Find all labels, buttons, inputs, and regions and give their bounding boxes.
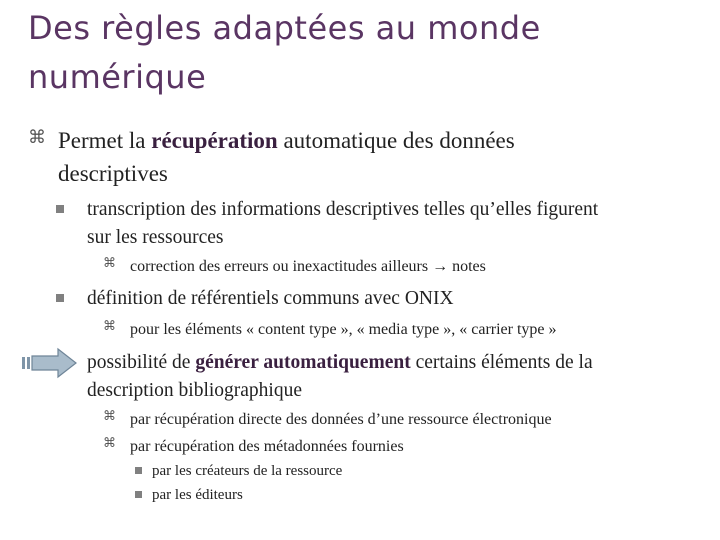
sub-bullet-generation-emphasis: générer automatiquement [195,352,411,373]
sub-bullet-transcription-line-2: sur les ressources [87,227,224,248]
bullet-1-continuation: descriptives [58,161,168,186]
sub-bullet-definition: définition de référentiels communs avec ONIX [87,288,454,309]
command-key-icon: ⌘ [103,256,116,271]
slide-title-line-2: numérique [28,58,207,96]
level-4-item-creators: par les créateurs de la ressource [152,463,343,479]
bullet-1-emphasis: récupération [151,128,278,153]
square-bullet-icon [56,294,64,302]
square-bullet-icon [135,467,142,474]
arrow-right-icon [22,347,78,379]
sub-bullet-generation-pre: possibilité de [87,352,196,373]
command-key-icon: ⌘ [103,319,116,334]
bullet-1-text-post: automatique des données [277,128,515,153]
command-key-icon: ⌘ [103,436,116,451]
command-key-icon: ⌘ [28,127,46,148]
bullet-1-text-pre: Permet la [58,128,152,153]
sub-bullet-transcription-line-1: transcription des informations descriptives telles qu’elles figurent [87,199,599,220]
sub-bullet-generation-line-2: description bibliographique [87,380,302,401]
bullet-1 [58,124,515,157]
slide-title [28,4,708,102]
sub-sub-bullet-correction: correction des erreurs ou inexactitudes ailleurs → notes [130,258,486,275]
square-bullet-icon [135,491,142,498]
square-bullet-icon [56,205,64,213]
sub-sub-bullet-direct-retrieval: par récupération directe des données d’une ressource électronique [130,411,552,428]
sub-sub-bullet-elements: pour les éléments « content type », « media type », « carrier type » [130,321,557,338]
level-4-item-publishers: par les éditeurs [152,487,243,503]
command-key-icon: ⌘ [103,409,116,424]
slide-title-line-1: Des règles adaptées au monde [28,9,541,47]
sub-bullet-generation-post: certains éléments de la [410,352,593,373]
sub-sub-bullet-metadata-retrieval: par récupération des métadonnées fournies [130,438,404,455]
sub-bullet-generation-line-1 [87,349,593,377]
